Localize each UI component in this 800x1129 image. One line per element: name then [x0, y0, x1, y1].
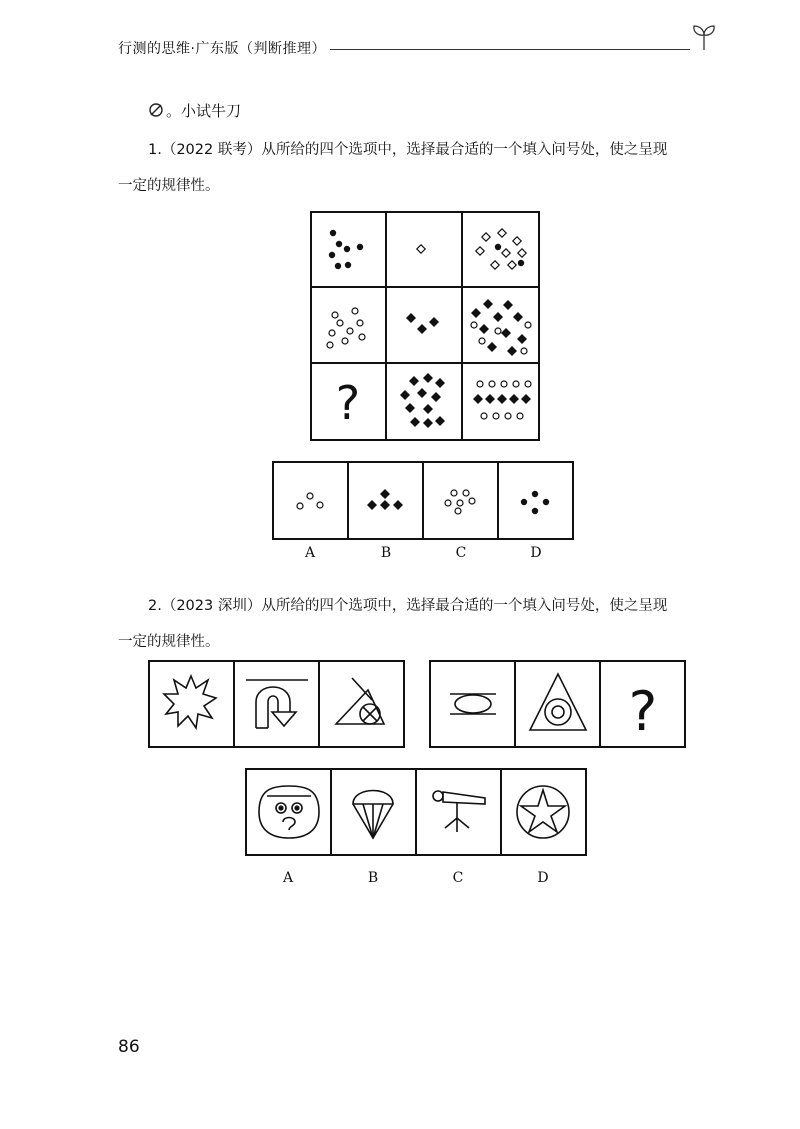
grid-cell-3-3 — [473, 381, 531, 419]
option-1-b-figure[interactable] — [367, 489, 403, 510]
grid-cell-3-2 — [400, 373, 445, 428]
option-1-b-label[interactable]: B — [380, 545, 392, 561]
grid-cell-2-1 — [327, 308, 365, 348]
section-heading — [148, 100, 241, 121]
option-1-a-label[interactable]: A — [304, 545, 316, 561]
option-2-d-star-in-circle-icon[interactable] — [517, 786, 569, 838]
question-1-line-1: 1.（2022 联考）从所给的四个选项中，选择最合适的一个填入问号处，使之呈现 — [148, 142, 668, 158]
question-1-line-2: 一定的规律性。 — [118, 178, 220, 194]
question-2-figure-row — [148, 660, 686, 748]
question-2-options-strip — [245, 768, 587, 856]
triangle-concentric-circles-icon — [530, 674, 586, 730]
option-2-a-label[interactable]: A — [282, 870, 294, 886]
starburst-shape-icon — [164, 676, 216, 728]
option-2-b-label[interactable]: B — [367, 870, 379, 886]
grid-cell-1-1 — [329, 230, 363, 269]
option-1-a-figure[interactable] — [297, 493, 323, 509]
section-heading-dot: 。 — [166, 102, 182, 120]
grid-cell-1-3 — [476, 229, 526, 269]
option-2-c-label[interactable]: C — [452, 870, 464, 886]
header-rule — [330, 49, 690, 50]
grid-cell-1-2 — [417, 245, 425, 253]
running-header-title: 行测的思维·广东版（判断推理） — [118, 41, 326, 57]
page-number: 86 — [118, 1037, 140, 1057]
ellipse-between-lines-icon — [450, 694, 496, 714]
option-2-b-parachute-icon[interactable] — [353, 791, 393, 839]
question-2-line-2: 一定的规律性。 — [118, 634, 220, 650]
section-marker-icon — [148, 102, 166, 118]
option-2-c-telescope-icon[interactable] — [433, 791, 485, 832]
triangle-crossed-circle-icon — [336, 678, 384, 724]
sprout-icon — [690, 22, 718, 52]
option-1-c-figure[interactable] — [445, 490, 475, 514]
option-1-d-figure[interactable] — [521, 491, 549, 514]
question-2-question-mark: ? — [628, 680, 658, 743]
grid-cell-2-2 — [406, 313, 439, 334]
question-1-text — [118, 132, 718, 204]
option-2-a-face-icon[interactable] — [259, 786, 319, 838]
question-1-options-strip — [272, 461, 574, 540]
question-2-text — [118, 588, 718, 660]
option-2-d-label[interactable]: D — [537, 870, 549, 886]
question-1-figure-grid — [310, 211, 540, 441]
grid-cell-2-3 — [471, 299, 531, 356]
option-1-c-label[interactable]: C — [455, 545, 467, 561]
option-1-d-label[interactable]: D — [530, 545, 542, 561]
question-2-line-1: 2.（2023 深圳）从所给的四个选项中，选择最合适的一个填入问号处，使之呈现 — [148, 598, 668, 614]
u-turn-arrow-icon — [246, 680, 308, 728]
section-heading-text: 小试牛刀 — [181, 102, 242, 120]
grid-cell-3-1-question-mark: ? — [335, 376, 361, 430]
